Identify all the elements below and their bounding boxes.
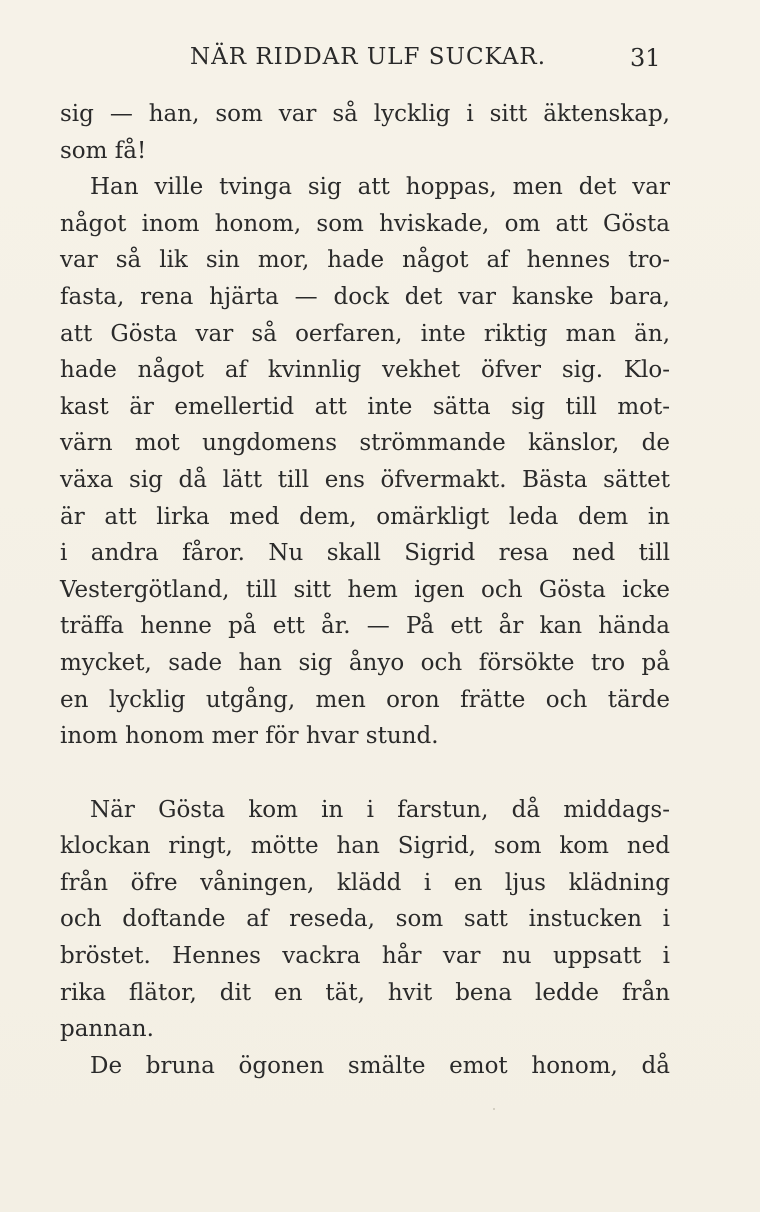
text-line: rika flätor, dit en tät, hvit bena ledde från (60, 979, 670, 1006)
text-line: som få! (60, 137, 147, 164)
text-line: Han ville tvinga sig att hoppas, men det var (90, 174, 670, 201)
text-line: När Gösta kom in i farstun, då middags- (90, 796, 670, 823)
text-line: De bruna ögonen smälte emot honom, då (90, 1052, 670, 1079)
text-line: fasta, rena hjärta — dock det var kanske bara, (60, 283, 670, 310)
text-line: hade något af kvinnlig vekhet öfver sig. Klo- (60, 357, 670, 384)
text-line: från öfre våningen, klädd i en ljus klädning (60, 869, 670, 896)
paragraph-2 (60, 169, 670, 755)
paragraph-3 (60, 792, 670, 1048)
page-number: 31 (630, 44, 661, 72)
text-line: växa sig då lätt till ens öfvermakt. Bästa sättet (60, 466, 670, 493)
text-line: att Gösta var så oerfaren, inte riktig man än, (60, 320, 670, 347)
text-line: i andra fåror. Nu skall Sigrid resa ned till (60, 540, 670, 567)
section-break (60, 755, 670, 792)
text-line: något inom honom, som hviskade, om att Gösta (60, 210, 670, 237)
text-line: inom honom mer för hvar stund. (60, 723, 439, 750)
text-line: och doftande af reseda, som satt instucken i (60, 906, 670, 933)
text-line: en lycklig utgång, men oron frätte och tärde (60, 686, 670, 713)
paragraph-4 (60, 1048, 670, 1085)
text-line: kast är emellertid att inte sätta sig till mot- (60, 393, 670, 420)
text-line: är att lirka med dem, omärkligt leda dem in (60, 503, 670, 530)
paper-speck (493, 1108, 495, 1110)
text-line: Vestergötland, till sitt hem igen och Gösta icke (60, 576, 670, 603)
text-line: klockan ringt, mötte han Sigrid, som kom ned (60, 833, 670, 860)
text-line: mycket, sade han sig ånyo och försökte tro på (60, 649, 670, 676)
running-title: NÄR RIDDAR ULF SUCKAR. (190, 44, 547, 70)
page-header (0, 44, 760, 78)
text-line: träffa henne på ett år. — På ett år kan hända (60, 613, 670, 640)
body-text (60, 96, 670, 1084)
text-line: sig — han, som var så lycklig i sitt äktenskap, (60, 101, 670, 127)
text-line: var så lik sin mor, hade något af hennes tro- (60, 247, 670, 274)
text-line: bröstet. Hennes vackra hår var nu uppsatt i (60, 943, 670, 970)
paragraph-1 (60, 96, 670, 169)
text-line: värn mot ungdomens strömmande känslor, de (60, 430, 670, 457)
text-line: pannan. (60, 1016, 154, 1043)
